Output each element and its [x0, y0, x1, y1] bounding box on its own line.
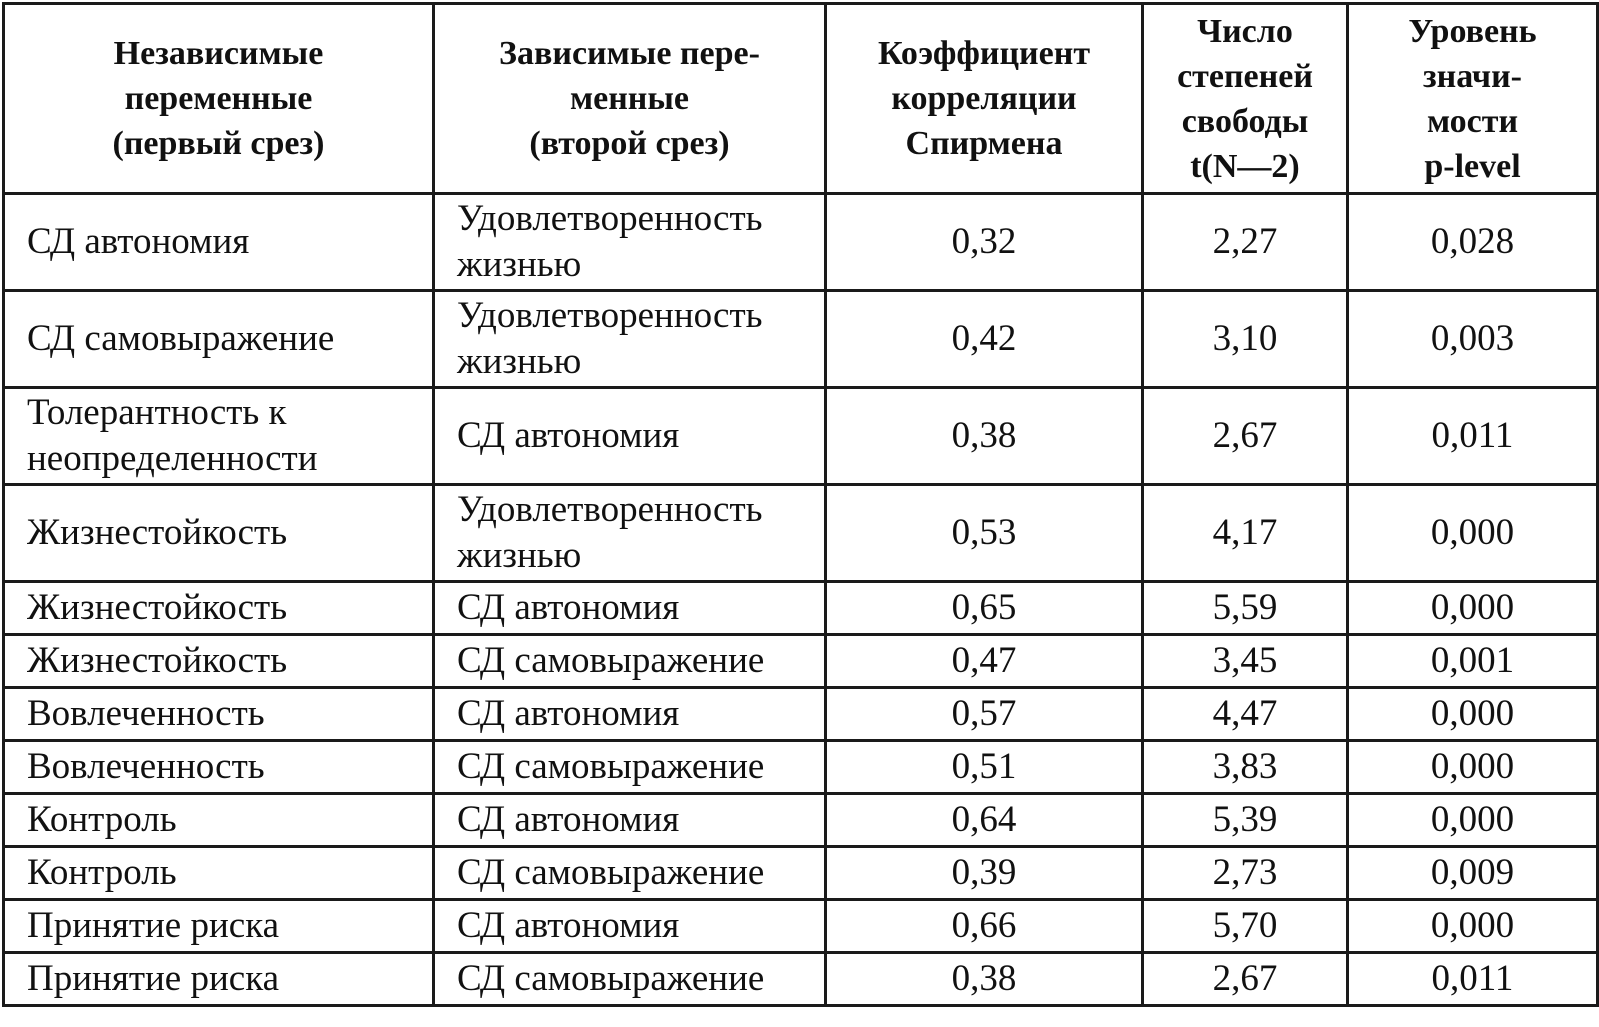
cell-t-value: 4,47 [1143, 688, 1348, 741]
cell-independent: Принятие риска [4, 953, 434, 1006]
cell-independent: СД автономия [4, 194, 434, 291]
cell-independent: Вовлеченность [4, 688, 434, 741]
cell-coefficient: 0,66 [826, 900, 1143, 953]
cell-dependent: СД автономия [434, 688, 826, 741]
cell-coefficient: 0,38 [826, 388, 1143, 485]
header-independent-variables: Независимые переменные (первый срез) [4, 4, 434, 194]
cell-coefficient: 0,64 [826, 794, 1143, 847]
cell-dependent: СД самовыражение [434, 635, 826, 688]
cell-independent: Жизнестойкость [4, 582, 434, 635]
cell-t-value: 2,67 [1143, 388, 1348, 485]
cell-dependent: Удовлетворенность жизнью [434, 291, 826, 388]
cell-dependent: СД самовыражение [434, 741, 826, 794]
cell-coefficient: 0,32 [826, 194, 1143, 291]
cell-t-value: 3,45 [1143, 635, 1348, 688]
cell-independent: Вовлеченность [4, 741, 434, 794]
cell-p-level: 0,000 [1348, 485, 1598, 582]
table-row [4, 388, 1598, 485]
cell-coefficient: 0,47 [826, 635, 1143, 688]
cell-dependent: СД самовыражение [434, 847, 826, 900]
cell-p-level: 0,003 [1348, 291, 1598, 388]
cell-p-level: 0,001 [1348, 635, 1598, 688]
cell-t-value: 4,17 [1143, 485, 1348, 582]
cell-dependent: СД автономия [434, 582, 826, 635]
cell-dependent: СД самовыражение [434, 953, 826, 1006]
cell-independent: Контроль [4, 847, 434, 900]
cell-t-value: 2,67 [1143, 953, 1348, 1006]
cell-t-value: 5,39 [1143, 794, 1348, 847]
cell-p-level: 0,000 [1348, 688, 1598, 741]
cell-independent: Контроль [4, 794, 434, 847]
table-row [4, 847, 1598, 900]
cell-p-level: 0,000 [1348, 794, 1598, 847]
cell-p-level: 0,000 [1348, 900, 1598, 953]
cell-independent: Жизнестойкость [4, 635, 434, 688]
cell-independent: Толерантность к неопределенности [4, 388, 434, 485]
cell-coefficient: 0,42 [826, 291, 1143, 388]
cell-independent: СД самовыражение [4, 291, 434, 388]
cell-t-value: 2,27 [1143, 194, 1348, 291]
cell-t-value: 5,70 [1143, 900, 1348, 953]
cell-p-level: 0,000 [1348, 582, 1598, 635]
cell-coefficient: 0,38 [826, 953, 1143, 1006]
cell-t-value: 3,10 [1143, 291, 1348, 388]
table-row [4, 688, 1598, 741]
cell-t-value: 3,83 [1143, 741, 1348, 794]
cell-dependent: СД автономия [434, 900, 826, 953]
cell-dependent: Удовлетворенность жизнью [434, 485, 826, 582]
cell-p-level: 0,009 [1348, 847, 1598, 900]
table-row [4, 635, 1598, 688]
table-row [4, 953, 1598, 1006]
cell-p-level: 0,028 [1348, 194, 1598, 291]
cell-coefficient: 0,39 [826, 847, 1143, 900]
cell-coefficient: 0,53 [826, 485, 1143, 582]
table-row [4, 582, 1598, 635]
cell-coefficient: 0,51 [826, 741, 1143, 794]
cell-independent: Принятие риска [4, 900, 434, 953]
cell-p-level: 0,000 [1348, 741, 1598, 794]
table-row [4, 485, 1598, 582]
cell-dependent: СД автономия [434, 388, 826, 485]
cell-independent: Жизнестойкость [4, 485, 434, 582]
header-significance-level: Уровень значи- мости p-level [1348, 4, 1598, 194]
table-row [4, 900, 1598, 953]
table-row [4, 741, 1598, 794]
table-row [4, 794, 1598, 847]
cell-coefficient: 0,65 [826, 582, 1143, 635]
cell-p-level: 0,011 [1348, 953, 1598, 1006]
cell-dependent: СД автономия [434, 794, 826, 847]
header-row [4, 4, 1598, 194]
cell-p-level: 0,011 [1348, 388, 1598, 485]
correlation-table [2, 2, 1599, 1007]
header-spearman-coefficient: Коэффициент корреляции Спирмена [826, 4, 1143, 194]
table-row [4, 291, 1598, 388]
cell-coefficient: 0,57 [826, 688, 1143, 741]
table-row [4, 194, 1598, 291]
header-dependent-variables: Зависимые пере- менные (второй срез) [434, 4, 826, 194]
cell-dependent: Удовлетворенность жизнью [434, 194, 826, 291]
cell-t-value: 5,59 [1143, 582, 1348, 635]
cell-t-value: 2,73 [1143, 847, 1348, 900]
header-degrees-of-freedom: Число степеней свободы t(N—2) [1143, 4, 1348, 194]
